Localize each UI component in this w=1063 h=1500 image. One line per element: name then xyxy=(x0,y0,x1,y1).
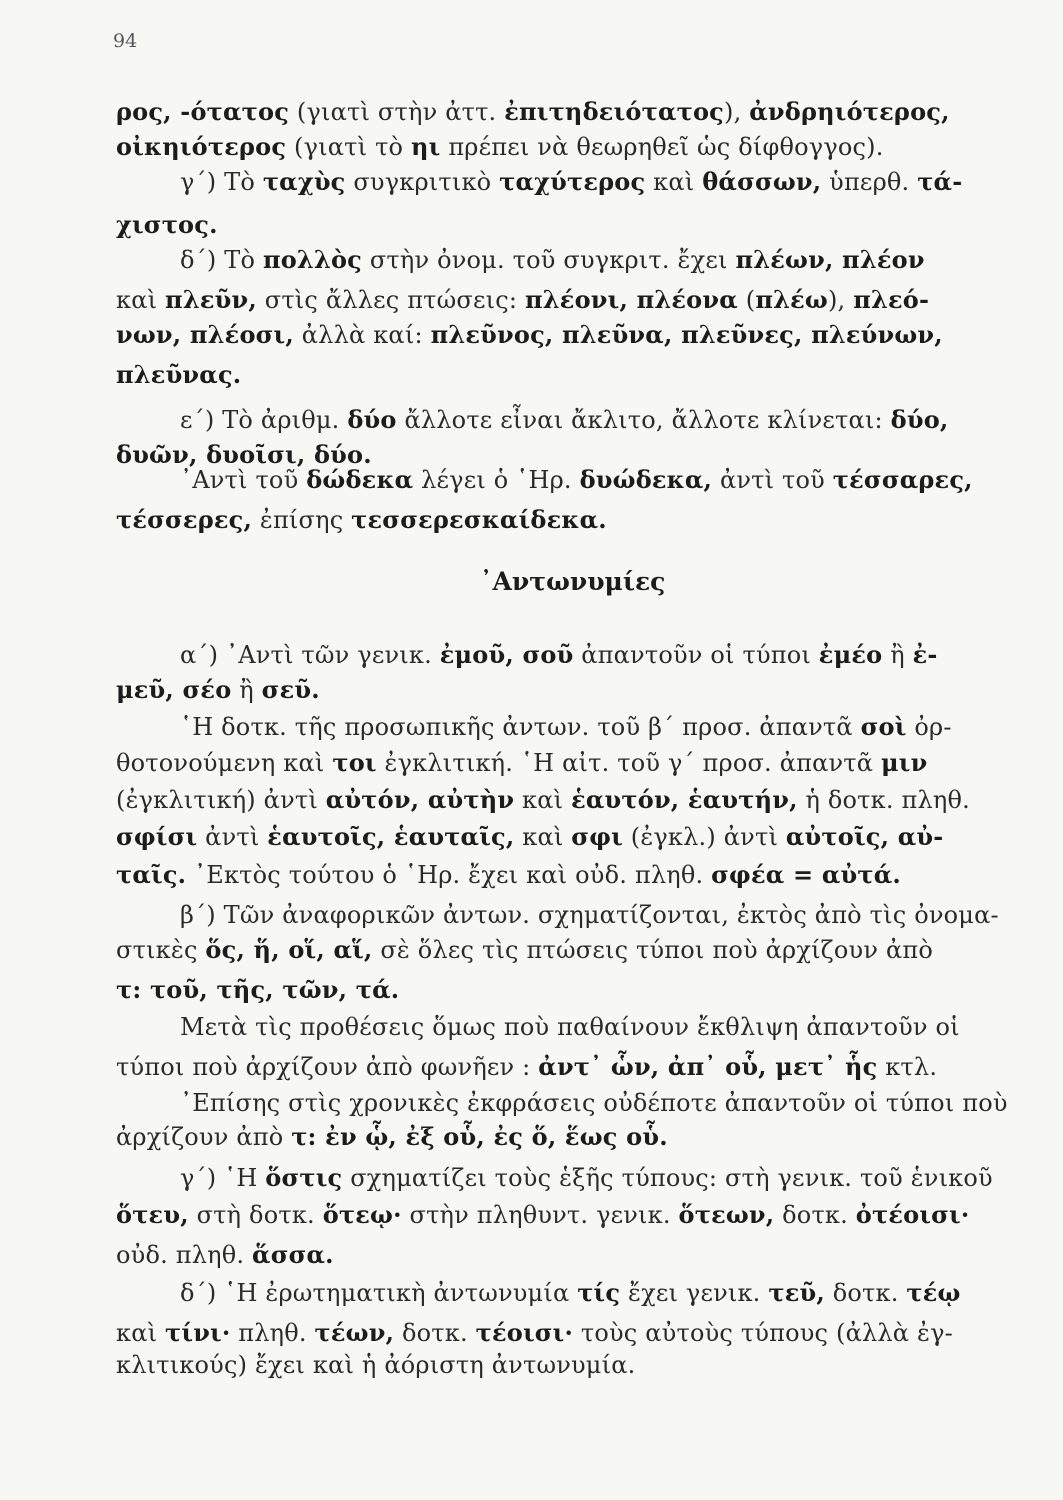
bold-term: ὅτευ, xyxy=(116,1200,189,1229)
text-segment: ἐπίσης xyxy=(252,506,352,534)
text-segment: β΄) Τῶν ἀναφορικῶν ἀντων. σχηματίζονται, ἐκτὸς ἀπὸ τὶς ὀνομα- xyxy=(180,901,999,929)
bold-term: οἰκηιότερος xyxy=(116,132,287,161)
bold-term: σοὶ xyxy=(860,712,907,741)
bold-term: ὀτέοισι· xyxy=(855,1200,970,1229)
text-segment: γ΄) Τὸ xyxy=(180,168,263,196)
text-segment: ε΄) Τὸ ἀριθμ. xyxy=(180,406,348,434)
bold-term: ἐ- xyxy=(912,640,938,669)
text-line xyxy=(116,505,1026,535)
text-line xyxy=(116,748,1026,778)
text-line xyxy=(116,320,1026,350)
text-segment: ἀρχίζουν ἀπὸ xyxy=(116,1123,292,1151)
text-segment: στὴν πληθυντ. γενικ. xyxy=(401,1201,679,1229)
bold-term: ταχὺς xyxy=(262,167,346,196)
text-segment: ἡ δοτκ. πληθ. xyxy=(797,786,970,814)
bold-term: ὅτεων, xyxy=(678,1200,775,1229)
text-line xyxy=(116,1052,1026,1082)
bold-term: δυῶν, δυοῖσι, δύο. xyxy=(116,440,372,469)
bold-term: μιν xyxy=(881,748,928,777)
bold-term: ἐμοῦ, σοῦ xyxy=(439,640,574,669)
text-segment: καὶ xyxy=(645,168,703,196)
bold-term: τά- xyxy=(917,167,963,196)
text-line xyxy=(180,167,1026,197)
bold-term: ταῖς. xyxy=(116,860,187,889)
text-segment: ἄλλοτε εἶναι ἄκλιτο, ἄλλοτε κλίνεται: xyxy=(396,406,891,434)
text-line xyxy=(180,1278,1026,1308)
text-segment: δοτκ. xyxy=(824,1279,907,1307)
text-line xyxy=(180,1088,1026,1118)
bold-term: ὅστις xyxy=(265,1163,343,1192)
bold-term: αὐτόν, αὐτὴν xyxy=(325,785,515,814)
text-line xyxy=(116,210,1026,240)
bold-term: σφι xyxy=(571,822,623,851)
text-segment: (ἐγκλ.) ἀντὶ xyxy=(622,823,786,851)
text-segment: πληθ. xyxy=(230,1319,315,1347)
page-number: 94 xyxy=(113,30,138,52)
text-segment: ὑπερθ. xyxy=(821,168,918,196)
text-line xyxy=(116,1122,1026,1152)
text-segment: στὶς ἄλλες πτώσεις: xyxy=(256,286,526,314)
bold-term: πλεῦν, xyxy=(165,285,257,314)
text-segment: θοτονούμενη καὶ xyxy=(116,749,333,777)
text-segment: ἢ xyxy=(882,641,913,669)
text-segment: (ἐγκλιτική) ἀντὶ xyxy=(116,786,326,814)
text-segment: γ΄) ῾Η xyxy=(180,1164,266,1192)
bold-term: δυώδεκα, xyxy=(579,465,713,494)
bold-term: χιστος. xyxy=(116,210,218,239)
text-line xyxy=(116,822,1026,852)
text-segment: λέγει ὁ ῾Ηρ. xyxy=(413,466,580,494)
text-line xyxy=(116,97,1026,127)
text-line xyxy=(180,640,1026,670)
text-segment: α΄) ᾿Αντὶ τῶν γενικ. xyxy=(180,641,440,669)
text-line xyxy=(180,1163,1026,1193)
text-segment: ᾿Αντὶ τοῦ xyxy=(180,466,307,494)
text-line xyxy=(116,785,1026,815)
bold-term: ἅσσα. xyxy=(252,1240,334,1269)
bold-term: τέσσερες, xyxy=(116,505,253,534)
text-line xyxy=(116,1200,1026,1230)
text-line xyxy=(116,975,1026,1005)
text-segment: σχηματίζει τοὺς ἑξῆς τύπους: στὴ γενικ. τοῦ ἑνικοῦ xyxy=(342,1164,993,1192)
text-line xyxy=(116,1240,1026,1270)
bold-term: δύο xyxy=(347,405,397,434)
text-segment: ἀπαντοῦν οἱ τύποι xyxy=(573,641,819,669)
bold-term: πλέονι, πλέονα xyxy=(525,285,738,314)
bold-term: ἐμέο xyxy=(818,640,883,669)
text-line xyxy=(180,712,1026,742)
bold-term: μεῦ, σέο xyxy=(116,675,232,704)
text-line xyxy=(180,1012,1026,1042)
bold-term: πλεῦνας. xyxy=(116,360,242,389)
text-segment: δ΄) Τὸ xyxy=(180,246,263,274)
bold-term: ὅς, ἥ, οἵ, αἵ, xyxy=(205,935,373,964)
text-line xyxy=(116,132,1026,162)
bold-term: τίνι· xyxy=(165,1318,231,1347)
text-segment: ), xyxy=(827,286,854,314)
text-segment: καὶ xyxy=(514,823,572,851)
text-segment: δοτκ. xyxy=(774,1201,856,1229)
text-line xyxy=(116,1318,1026,1348)
text-segment: ἀντὶ τοῦ xyxy=(712,466,833,494)
text-line xyxy=(116,285,1026,315)
bold-term: σφίσι xyxy=(116,822,198,851)
text-line xyxy=(116,1350,1026,1380)
bold-term: ἀντ᾿ ὧν, ἀπ᾿ οὗ, μετ᾿ ἧς xyxy=(538,1052,878,1081)
bold-term: τεῦ, xyxy=(768,1278,825,1307)
bold-term: τεσσερεσκαίδεκα. xyxy=(351,505,607,534)
bold-term: ρος, -ότατος xyxy=(116,97,290,126)
text-segment: (γιατὶ τὸ xyxy=(286,133,412,161)
bold-term: πλέων, πλέον xyxy=(735,245,925,274)
text-segment: στὴν ὀνομ. τοῦ συγκριτ. ἔχει xyxy=(362,246,736,274)
text-segment: ), xyxy=(724,98,750,126)
text-segment: ᾿Εκτὸς τούτου ὁ ῾Ηρ. ἔχει καὶ οὐδ. πληθ. xyxy=(186,861,712,889)
text-line xyxy=(116,360,1026,390)
bold-term: ἐπιτηδειότατος xyxy=(504,97,724,126)
text-segment: κλιτικούς) ἔχει καὶ ἡ ἀόριστη ἀντωνυμία. xyxy=(116,1351,636,1379)
text-segment: ( xyxy=(737,286,756,314)
text-line xyxy=(116,935,1026,965)
text-line xyxy=(180,465,1026,495)
text-segment: στὴ δοτκ. xyxy=(188,1201,323,1229)
bold-term: πλέω xyxy=(755,285,828,314)
bold-term: ἑαυτόν, ἑαυτήν, xyxy=(571,785,798,814)
text-segment: ἢ xyxy=(231,676,262,704)
text-line xyxy=(180,245,1026,275)
text-segment: τοὺς αὐτοὺς τύπους (ἀλλὰ ἐγ- xyxy=(573,1319,953,1347)
text-segment: δ΄) ῾Η ἐρωτηματικὴ ἀντωνυμία xyxy=(180,1279,578,1307)
text-line xyxy=(116,675,1026,705)
text-segment: στικὲς xyxy=(116,936,206,964)
text-segment: τύποι ποὺ ἀρχίζουν ἀπὸ φωνῆεν : xyxy=(116,1053,539,1081)
text-segment: ῾Η δοτκ. τῆς προσωπικῆς ἀντων. τοῦ β΄ προσ. ἀπαντᾶ xyxy=(180,713,861,741)
bold-term: τ: ἐν ᾧ, ἐξ οὗ, ἐς ὅ, ἕως οὗ. xyxy=(291,1122,668,1151)
text-segment: κτλ. xyxy=(877,1053,938,1081)
text-segment: (γιατὶ στὴν ἀττ. xyxy=(289,98,505,126)
text-line xyxy=(180,900,1026,930)
bold-term: ηι xyxy=(411,132,441,161)
bold-term: πολλὸς xyxy=(262,245,362,274)
text-segment: πρέπει νὰ θεωρηθεῖ ὡς δίφθογγος). xyxy=(440,133,884,161)
text-segment: ἔχει γενικ. xyxy=(620,1279,769,1307)
bold-term: τέοισι· xyxy=(475,1318,574,1347)
text-segment: ᾿Επίσης στὶς χρονικὲς ἐκφράσεις οὐδέποτε ἀπαντοῦν οἱ τύποι ποὺ xyxy=(180,1089,1008,1117)
bold-term: ἑαυτοῖς, ἑαυταῖς, xyxy=(267,822,515,851)
text-segment: δοτκ. xyxy=(394,1319,476,1347)
text-segment: σὲ ὅλες τὶς πτώσεις τύποι ποὺ ἀρχίζουν ἀπὸ xyxy=(372,936,933,964)
text-segment: ἐγκλιτική. ῾Η αἰτ. τοῦ γ΄ προσ. ἀπαντᾶ xyxy=(376,749,882,777)
bold-term: νων, πλέοσι, xyxy=(116,320,294,349)
bold-term: τοι xyxy=(332,748,377,777)
bold-term: πλεό- xyxy=(853,285,930,314)
bold-term: τέσσαρες, xyxy=(832,465,973,494)
text-segment: ἀντὶ xyxy=(197,823,268,851)
text-segment: Μετὰ τὶς προθέσεις ὅμως ποὺ παθαίνουν ἔκθλιψη ἀπαντοῦν οἱ xyxy=(180,1013,960,1041)
bold-term: σφέα = αὐτά. xyxy=(711,860,901,889)
bold-term: ταχύτερος xyxy=(499,167,646,196)
bold-term: ἀνδρηιότερος, xyxy=(749,97,950,126)
bold-term: αὐτοῖς, αὐ- xyxy=(785,822,944,851)
bold-term: ὅτεῳ· xyxy=(322,1200,402,1229)
bold-term: δώδεκα xyxy=(306,465,414,494)
text-segment: καὶ xyxy=(514,786,572,814)
bold-term: τέῳ xyxy=(906,1278,961,1307)
text-segment: ὀρ- xyxy=(906,713,952,741)
text-segment: καὶ xyxy=(116,1319,166,1347)
bold-term: δύο, xyxy=(890,405,949,434)
bold-term: τίς xyxy=(577,1278,621,1307)
bold-term: πλεῦνος, πλεῦνα, πλεῦνες, πλεύνων, xyxy=(430,320,943,349)
text-segment: συγκριτικὸ xyxy=(345,168,500,196)
text-line xyxy=(116,860,1026,890)
text-segment: ἀλλὰ καί: xyxy=(293,321,431,349)
text-segment: καὶ xyxy=(116,286,166,314)
section-heading: ᾿Αντωνυμίες xyxy=(480,567,666,596)
bold-term: τέων, xyxy=(314,1318,395,1347)
bold-term: θάσσων, xyxy=(702,167,822,196)
bold-term: τ: τοῦ, τῆς, τῶν, τά. xyxy=(116,975,400,1004)
text-line xyxy=(180,405,1026,435)
text-segment: οὐδ. πληθ. xyxy=(116,1241,253,1269)
bold-term: σεῦ. xyxy=(261,675,320,704)
